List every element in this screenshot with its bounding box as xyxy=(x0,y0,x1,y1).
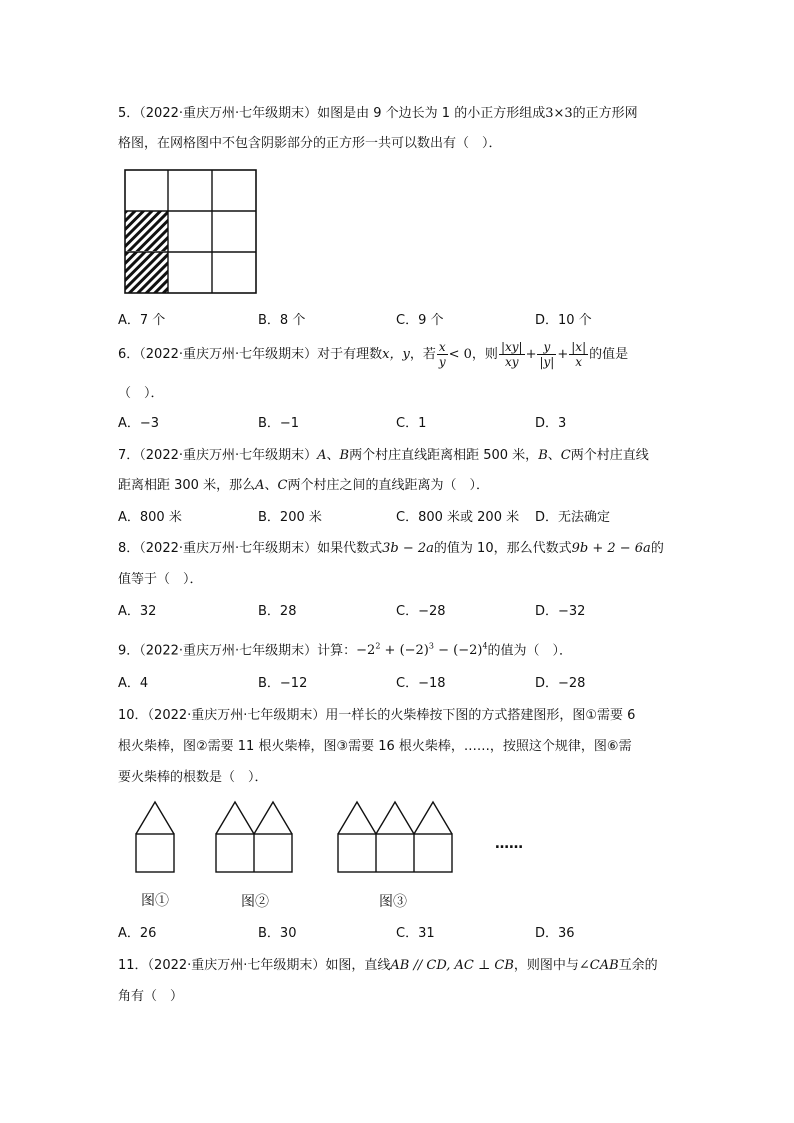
q6-text: （2022·重庆万州·七年级期末）对于有理数 xyxy=(139,347,383,362)
q11-line2: 角有（ ） xyxy=(118,989,184,1004)
q11-text: ，则图中与 xyxy=(513,958,579,973)
q6-number: 6． xyxy=(118,347,140,362)
q7-option-d: D．无法确定 xyxy=(535,510,611,525)
q6-option-b: B．−1 xyxy=(258,416,300,431)
q8-option-d: D．−32 xyxy=(535,604,586,619)
q9-text: （2022·重庆万州·七年级期末）计算： xyxy=(139,643,357,659)
q7-sep: 、 xyxy=(264,478,278,493)
q6-ineq: < 0 xyxy=(448,347,472,362)
q5-line2: 格图，在网格图中不包含阴影部分的正方形一共可以数出有（ ）． xyxy=(118,136,502,151)
q7-number: 7． xyxy=(118,448,140,463)
q7-text: （2022·重庆万州·七年级期末） xyxy=(139,448,318,463)
q6-frac-y-abs-y: $\frac{y}{|y|}$ xyxy=(539,340,555,369)
figure-1 xyxy=(136,802,174,872)
q5-grid-figure xyxy=(124,169,258,295)
q6-option-c: C．1 xyxy=(396,416,427,431)
q8-option-b: B．28 xyxy=(258,604,297,619)
q7-option-b: B．200 米 xyxy=(258,510,322,525)
q8-number: 8． xyxy=(118,541,140,556)
figure-3 xyxy=(338,802,452,872)
q11-expr: AB // CD, AC ⊥ CB xyxy=(390,958,514,973)
q10-option-d: D．36 xyxy=(535,926,575,941)
q6-line2: （ ）． xyxy=(118,386,164,401)
q5-option-b: B．8 个 xyxy=(258,313,306,328)
q5-option-c: C．9 个 xyxy=(396,313,444,328)
q11-text: （2022·重庆万州·七年级期末）如图，直线 xyxy=(147,958,391,973)
q7-var: C xyxy=(560,448,571,463)
q10-number: 10． xyxy=(118,708,148,723)
q9-option-d: D．−28 xyxy=(535,676,586,691)
q11-line1 xyxy=(118,956,658,976)
q6-text-c: ，则 xyxy=(471,347,498,362)
q8-option-a: A．32 xyxy=(118,604,157,619)
q6-text-d: 的值是 xyxy=(589,347,629,362)
q7-sep: 、 xyxy=(326,448,340,463)
q8-line2: 值等于（ ）． xyxy=(118,572,203,587)
q7-var: A xyxy=(317,448,327,463)
q11-text: 互余的 xyxy=(618,958,658,973)
q10-caption-3: 图③ xyxy=(379,894,407,910)
q8-option-c: C．−28 xyxy=(396,604,446,619)
q10-text: （2022·重庆万州·七年级期末）用一样长的火柴棒按下图的方式搭建图形，图①需要 6 xyxy=(147,708,636,723)
q10-line2: 根火柴棒，图②需要 11 根火柴棒，图③需要 16 根火柴棒，……，按照这个规律，图⑥需 xyxy=(118,739,632,754)
q7-sep: 、 xyxy=(547,448,561,463)
q11-number: 11． xyxy=(118,958,148,973)
q9-option-c: C．−18 xyxy=(396,676,446,691)
q10-option-a: A．26 xyxy=(118,926,157,941)
q8-line1 xyxy=(118,539,664,559)
q10-line3: 要火柴棒的根数是（ ）． xyxy=(118,770,268,785)
q5-math: 3×3 xyxy=(545,106,573,121)
q7-option-c: C．800 米或 200 米 xyxy=(396,510,520,525)
q8-text: 的值为 10，那么代数式 xyxy=(433,541,572,556)
q10-caption-2: 图② xyxy=(241,894,269,910)
q7-option-a: A．800 米 xyxy=(118,510,182,525)
q5-text: （2022·重庆万州·七年级期末）如图是由 9 个边长为 1 的小正方形组成 xyxy=(139,106,546,121)
q6-option-a: A．−3 xyxy=(118,416,160,431)
q10-matchstick-figures xyxy=(130,800,550,880)
q5-option-d: D．10 个 xyxy=(535,313,592,328)
q6-frac-abs-xy: $\frac{|xy|}{xy}$ xyxy=(500,340,523,369)
q9-expr: $-2^2 + (-2)^3 - (-2)^4$ xyxy=(356,642,488,659)
q5-option-a: A．7 个 xyxy=(118,313,166,328)
q8-text: （2022·重庆万州·七年级期末）如果代数式 xyxy=(139,541,383,556)
q7-text: 距离相距 300 米，那么 xyxy=(118,478,256,493)
q6-option-d: D．3 xyxy=(535,416,567,431)
q7-var: C xyxy=(277,478,288,493)
q8-text: 的 xyxy=(650,541,664,556)
q9-line1 xyxy=(118,637,572,661)
q5-text-b: 的正方形网 xyxy=(572,106,638,121)
q10-caption-1: 图① xyxy=(141,893,169,909)
q6-frac-abs-x-x: $\frac{|x|}{x}$ xyxy=(571,340,587,369)
q7-text: 两个村庄之间的直线距离为（ ）． xyxy=(287,478,489,493)
q6-text-b: ，若 xyxy=(409,347,436,362)
q5-line1 xyxy=(118,104,638,124)
q7-line1 xyxy=(118,446,649,466)
plus: + xyxy=(525,347,537,362)
q8-expr: 3b − 2a xyxy=(382,541,434,556)
shaded-cell xyxy=(125,211,168,251)
q9-number: 9． xyxy=(118,643,140,659)
q6-vars: x，y xyxy=(382,347,410,362)
q7-var: B xyxy=(538,448,548,463)
q10-ellipsis: …… xyxy=(495,836,523,852)
q7-var: A xyxy=(255,478,265,493)
q8-expr: 9b + 2 − 6a xyxy=(571,541,651,556)
q11-angle: ∠CAB xyxy=(578,958,619,973)
q6-frac-x-over-y: $\frac{x}{y}$ xyxy=(438,340,446,369)
figure-2 xyxy=(216,802,292,872)
q7-text: 两个村庄直线 xyxy=(570,448,649,463)
q7-var: B xyxy=(339,448,350,463)
q9-option-a: A．4 xyxy=(118,676,149,691)
q6-line1 xyxy=(118,340,628,370)
plus: + xyxy=(557,347,569,362)
q10-line1 xyxy=(118,706,635,726)
q7-text: 两个村庄直线距离相距 500 米， xyxy=(349,448,539,463)
shaded-cell xyxy=(125,252,168,293)
q5-number: 5． xyxy=(118,106,140,121)
q9-option-b: B．−12 xyxy=(258,676,308,691)
q10-option-b: B．30 xyxy=(258,926,297,941)
q7-line2 xyxy=(118,476,489,496)
q9-text: 的值为（ ）． xyxy=(487,643,573,659)
q10-option-c: C．31 xyxy=(396,926,435,941)
